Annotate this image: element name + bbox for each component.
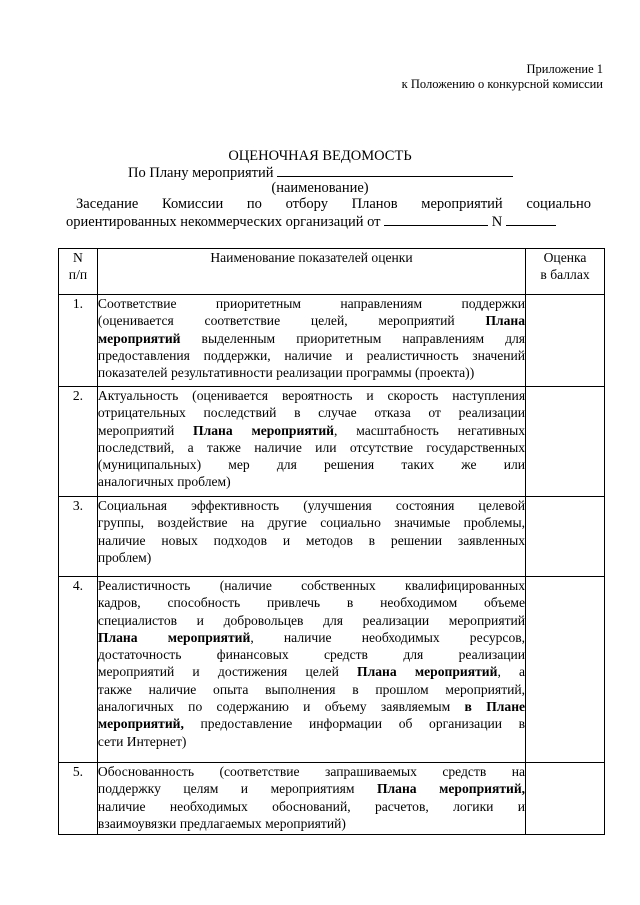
table-row	[59, 577, 605, 763]
row-line-part: выделенным приоритетным направлениям для	[180, 330, 526, 346]
row-text	[97, 387, 525, 497]
row-line-part: мероприятий	[97, 422, 194, 438]
row-text	[97, 577, 525, 763]
session-line-1: Заседание Комиссии по отбору Планов мероприятий социально	[76, 196, 591, 212]
row-line: Соответствие приоритетным направлениям поддержки	[97, 296, 526, 311]
row-line-part: предоставление информации об организации в	[183, 716, 526, 732]
row-line	[98, 715, 525, 732]
row-line: группы, воздействие на другие социально значимые проблемы,	[97, 515, 526, 531]
row-line-part: , масштабность негативных	[334, 422, 526, 438]
row-line	[98, 663, 525, 680]
row-line: показателей результативности реализации программы (проекта))	[97, 365, 475, 381]
table-row	[59, 387, 605, 497]
row-line-part: (оценивается соответствие целей, мероприятий	[97, 313, 486, 329]
score-cell	[526, 295, 605, 387]
row-line: наличие необходимых обоснований, расчетов, логики и	[97, 798, 526, 814]
row-line-part: аналогичных по содержанию и объему заявляемым	[97, 699, 465, 715]
row-line: кадров, способность привлечь в необходимом объеме	[97, 595, 526, 611]
header-num-line-1: N	[73, 250, 83, 265]
bold-plan: Плана мероприятий,	[376, 781, 526, 797]
score-cell	[526, 387, 605, 497]
table-header-row	[59, 249, 605, 295]
row-line: аналогичных проблем)	[97, 474, 231, 490]
row-line-part: , а	[497, 664, 526, 680]
appendix-line-1: Приложение 1	[526, 62, 603, 76]
table-row	[59, 497, 605, 577]
bold-plan: в Плане	[464, 699, 526, 715]
document-title: ОЦЕНОЧНАЯ ВЕДОМОСТЬ	[228, 148, 412, 164]
row-line: также наличие опыта выполнения в прошлом мероприятий,	[97, 681, 526, 697]
appendix-note	[402, 62, 603, 92]
row-line: проблем)	[97, 549, 152, 565]
bold-plan: мероприятий,	[97, 716, 184, 732]
appendix-line-2: к Положению о конкурсной комиссии	[401, 77, 603, 91]
plan-label: По Плану мероприятий	[128, 165, 274, 181]
bold-plan: Плана мероприятий	[357, 664, 498, 680]
bold-plan: мероприятий	[97, 330, 181, 346]
row-text	[97, 763, 525, 835]
header-num	[59, 249, 98, 295]
number-blank	[506, 213, 556, 226]
header-score	[526, 249, 605, 295]
row-line: специалистов и добровольцев для реализации мероприятий	[97, 612, 526, 628]
row-num: 2.	[59, 387, 98, 497]
row-line	[98, 780, 525, 797]
row-line: Обоснованность (соответствие запрашиваемых средств на	[97, 764, 526, 779]
row-num: 4.	[59, 577, 98, 763]
header-num-line-2: п/п	[68, 267, 88, 282]
row-line-part: поддержку целям и мероприятиям	[97, 781, 377, 797]
row-line	[98, 698, 525, 715]
row-line: Социальная эффективность (улучшения состояния целевой	[97, 498, 526, 513]
plan-line	[128, 164, 513, 181]
row-text	[97, 295, 525, 387]
row-line: отрицательных последствий в случае отказа от реализации	[97, 405, 526, 421]
bold-plan: Плана мероприятий	[97, 629, 251, 645]
session-prefix: ориентированных некоммерческих организаций от	[66, 214, 381, 230]
score-cell	[526, 497, 605, 577]
score-cell	[526, 763, 605, 835]
plan-name-blank	[277, 164, 513, 177]
table-row	[59, 763, 605, 835]
row-num: 1.	[59, 295, 98, 387]
row-line-part: , наличие необходимых ресурсов,	[250, 629, 526, 645]
number-label: N	[491, 214, 503, 230]
row-num: 3.	[59, 497, 98, 577]
date-blank	[384, 213, 488, 226]
row-line-part: мероприятий и достижения целей	[97, 664, 358, 680]
table-row	[59, 295, 605, 387]
row-line	[98, 422, 525, 439]
session-text	[66, 196, 591, 231]
score-cell	[526, 577, 605, 763]
row-line: последствий, а также наличие или отсутствие государственных	[97, 439, 526, 455]
row-line: наличие новых подходов и методов в решении заявленных	[97, 532, 526, 548]
row-line: предоставления поддержки, наличие и реалистичность значений	[97, 347, 526, 363]
evaluation-table	[58, 248, 605, 835]
bold-plan: Плана	[485, 313, 526, 329]
bold-plan: Плана мероприятий	[193, 422, 335, 438]
row-line: достаточность финансовых средств для реализации	[97, 647, 526, 663]
session-line-2	[66, 213, 591, 231]
row-line: Реалистичность (наличие собственных квалифицированных	[97, 578, 526, 593]
row-line: (муниципальных) мер для решения таких же или	[97, 457, 526, 473]
row-line: сети Интернет)	[97, 733, 187, 749]
row-text	[97, 497, 525, 577]
header-name: Наименование показателей оценки	[97, 249, 525, 295]
row-line: взаимоувязки предлагаемых мероприятий)	[97, 815, 346, 831]
row-line: Актуальность (оценивается вероятность и скорость наступления	[97, 388, 526, 403]
row-line	[98, 312, 525, 329]
header-score-line-1: Оценка	[543, 250, 587, 265]
row-num: 5.	[59, 763, 98, 835]
row-line	[98, 330, 525, 347]
row-line	[98, 629, 525, 646]
header-score-line-2: в баллах	[540, 267, 590, 282]
naming-caption: (наименование)	[271, 180, 369, 196]
